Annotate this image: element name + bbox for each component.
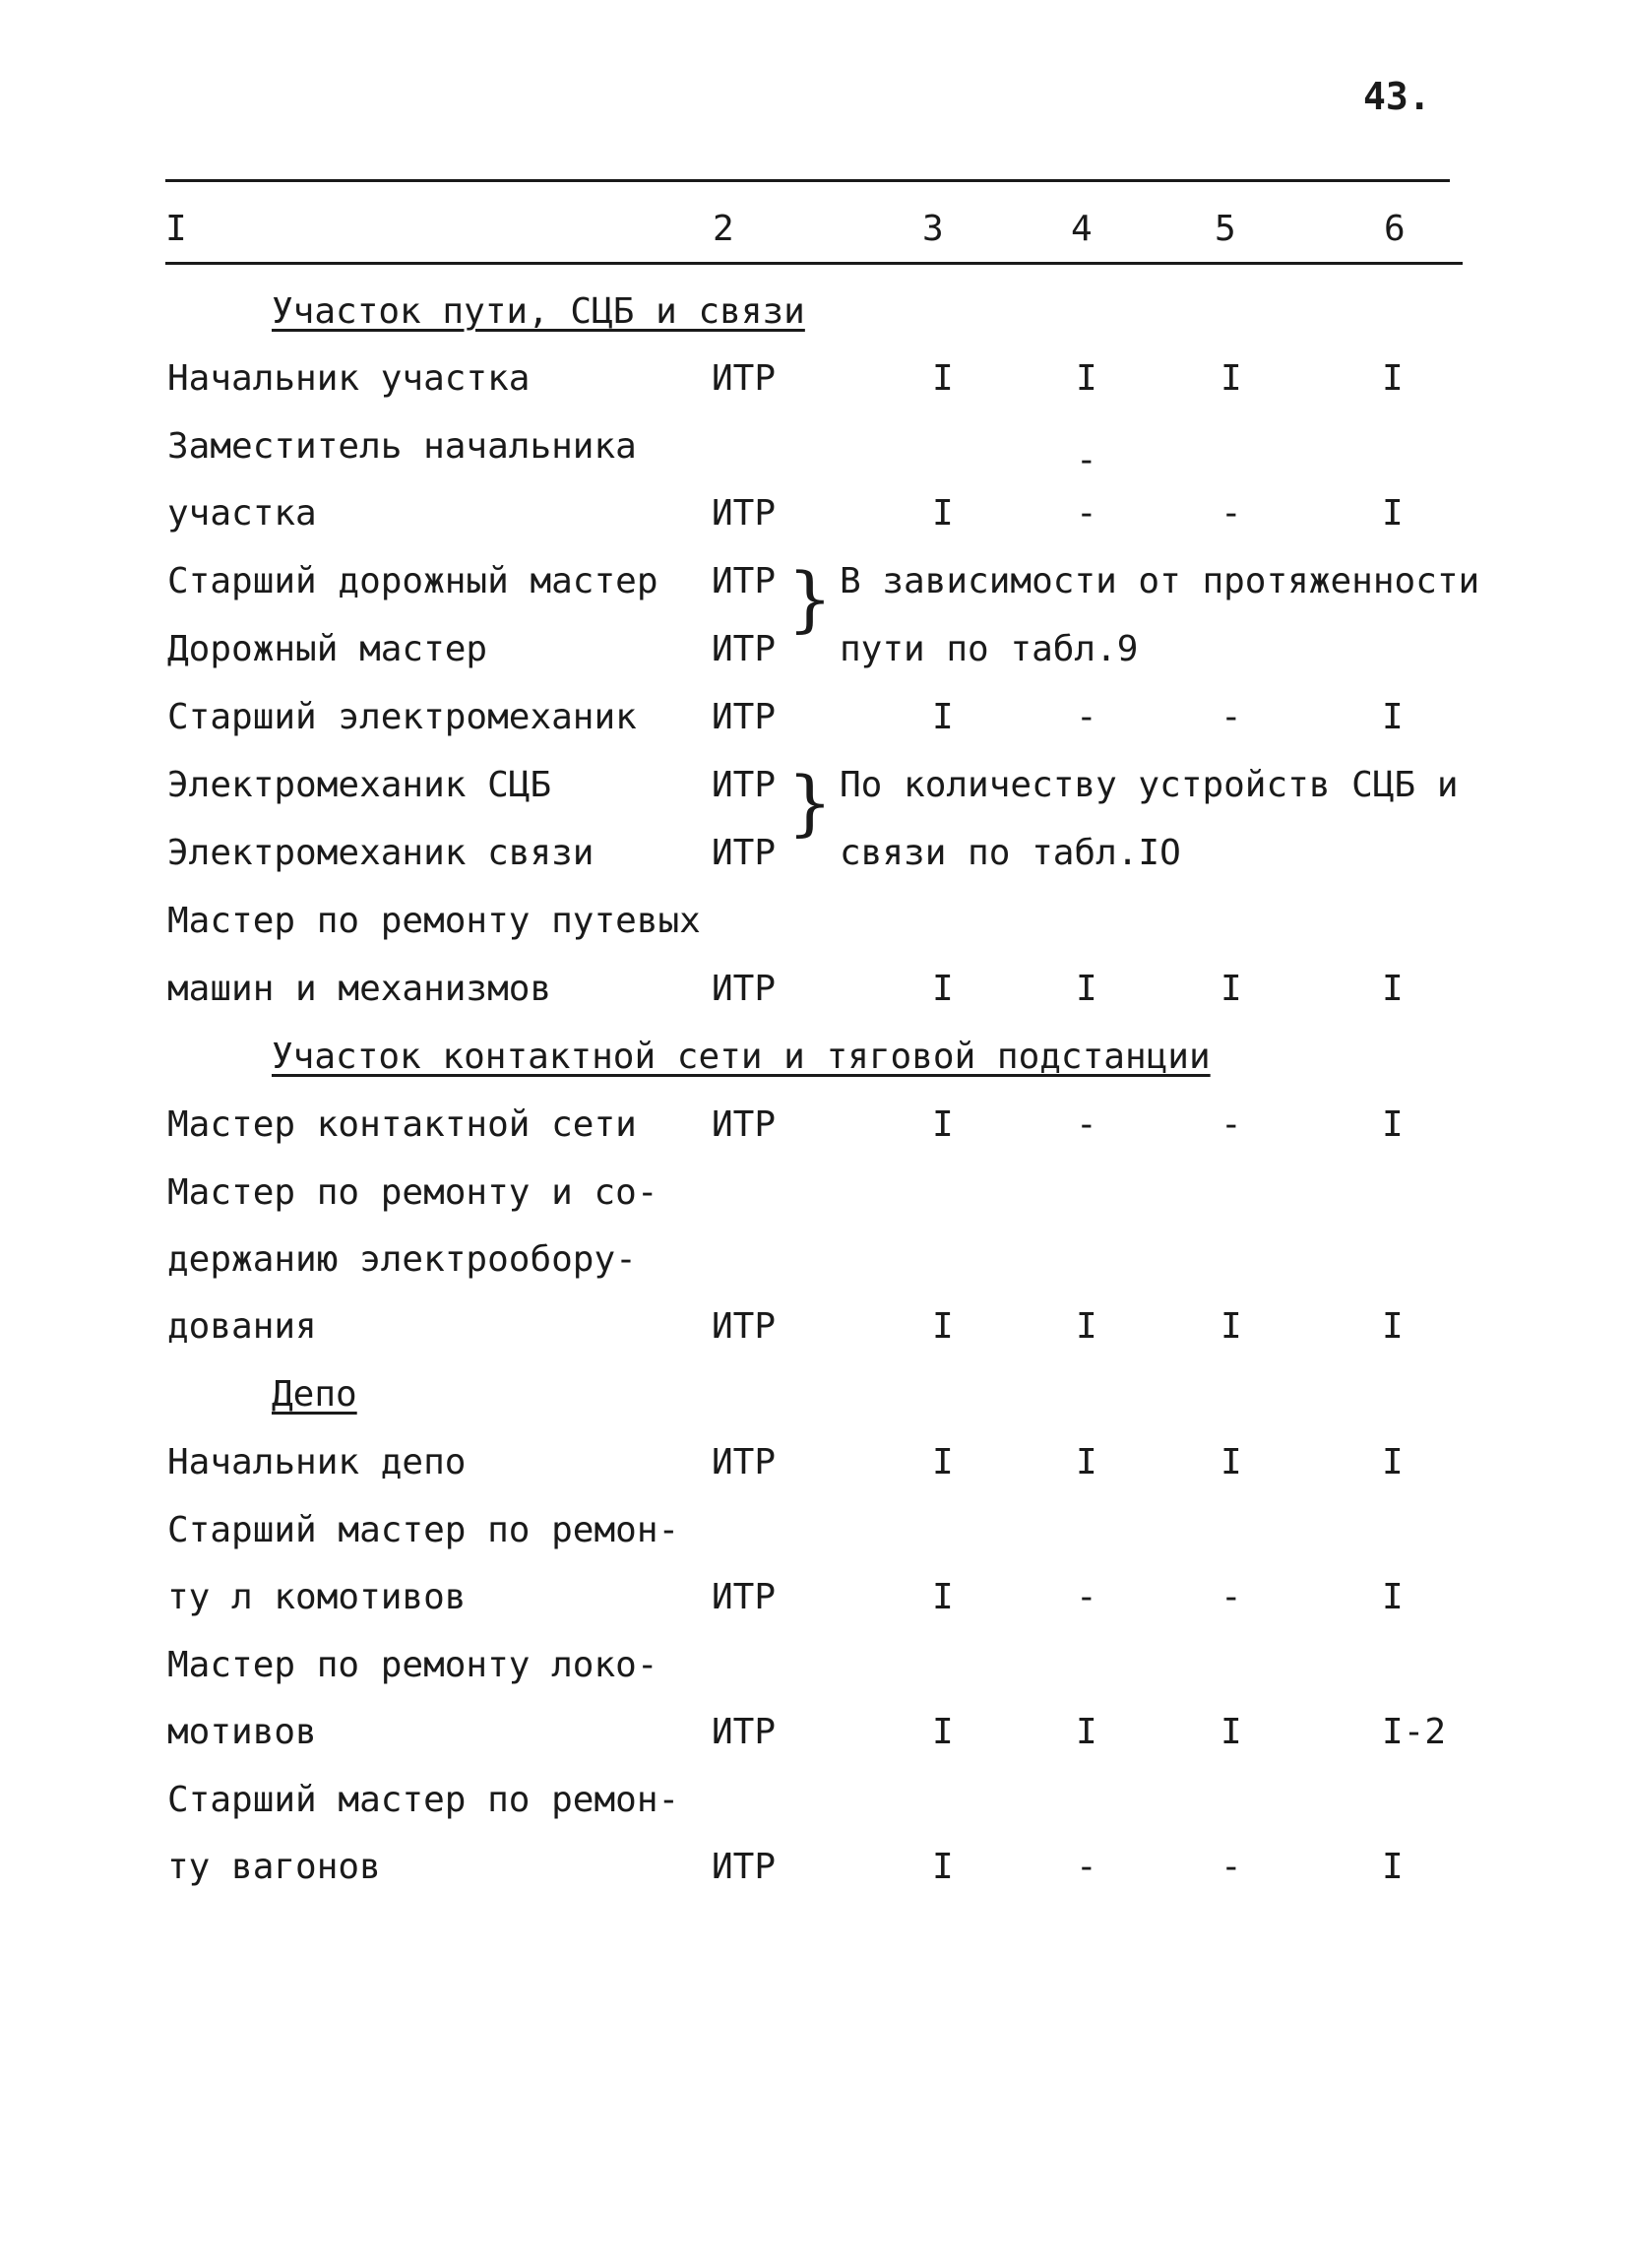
row-name: Мастер по ремонту локо- [167, 1645, 658, 1685]
row-name: дования [167, 1306, 317, 1347]
row-name: держанию электрообору- [167, 1239, 637, 1280]
row-col6: I [1382, 1847, 1404, 1887]
table-row [0, 1712, 1627, 1779]
row-col3: I [932, 697, 954, 737]
row-col6: I [1382, 1442, 1404, 1482]
row-col5: I [1220, 969, 1242, 1009]
row-col6: I-2 [1382, 1712, 1447, 1752]
row-col3: I [932, 969, 954, 1009]
row-col6: I [1382, 493, 1404, 534]
row-col6: I [1382, 969, 1404, 1009]
row-col4: I [1076, 1712, 1097, 1752]
table-row [0, 493, 1627, 560]
row-col5: I [1220, 1712, 1242, 1752]
table-row [0, 697, 1627, 764]
row-col5: I [1220, 1442, 1242, 1482]
row-type: ИТР [712, 1104, 777, 1145]
row-note: пути по табл.9 [840, 629, 1139, 669]
row-col4: - [1076, 1577, 1097, 1617]
header-col-5: 5 [1215, 209, 1236, 249]
row-name: Начальник депо [167, 1442, 467, 1482]
row-type: ИТР [712, 1306, 777, 1347]
row-col3: I [932, 358, 954, 399]
row-col4: - [1076, 1847, 1097, 1887]
row-name: Электромеханик СЦБ [167, 765, 552, 805]
row-name: ту л комотивов [167, 1577, 467, 1617]
row-name: Старший мастер по ремон- [167, 1510, 680, 1550]
row-col4: I [1076, 1442, 1097, 1482]
row-col3: I [932, 1306, 954, 1347]
table-row [0, 1510, 1627, 1577]
row-col3: I [932, 1577, 954, 1617]
table-row [0, 1306, 1627, 1373]
grouping-brace: } [787, 761, 833, 844]
row-type: ИТР [712, 833, 777, 873]
table-row [0, 901, 1627, 968]
header-col-4: 4 [1071, 209, 1093, 249]
row-col4: I [1076, 358, 1097, 399]
table-row [0, 1172, 1627, 1239]
table-row [0, 358, 1627, 425]
table-row [0, 1847, 1627, 1914]
row-name: ту вагонов [167, 1847, 381, 1887]
row-type: ИТР [712, 358, 777, 399]
row-note: В зависимости от протяженности [840, 561, 1480, 601]
row-col3: I [932, 1104, 954, 1145]
row-type: ИТР [712, 765, 777, 805]
row-col6: I [1382, 697, 1404, 737]
row-col6: I [1382, 1577, 1404, 1617]
row-name: Старший дорожный мастер [167, 561, 658, 601]
table-row [0, 1577, 1627, 1644]
row-type: ИТР [712, 1712, 777, 1752]
header-col-1: I [165, 209, 187, 249]
table-row [0, 969, 1627, 1036]
row-col4: - [1076, 697, 1097, 737]
row-col5: - [1220, 1577, 1242, 1617]
header-col-2: 2 [713, 209, 734, 249]
row-name: Мастер по ремонту и со- [167, 1172, 658, 1213]
section-heading-depot: Депо [272, 1374, 357, 1415]
page-number: 43. [1363, 75, 1431, 118]
grouping-brace: } [787, 557, 833, 640]
table-row [0, 1780, 1627, 1847]
row-col5: I [1220, 358, 1242, 399]
row-note: По количеству устройств СЦБ и [840, 765, 1459, 805]
row-type: ИТР [712, 1442, 777, 1482]
table-header-rule [165, 262, 1463, 265]
row-type: ИТР [712, 493, 777, 534]
row-col6: I [1382, 1306, 1404, 1347]
section-heading-catenary: Участок контактной сети и тяговой подстанции [272, 1037, 1211, 1077]
row-col5: - [1220, 493, 1242, 534]
row-note: связи по табл.IO [840, 833, 1181, 873]
row-col3: I [932, 1442, 954, 1482]
row-name: машин и механизмов [167, 969, 552, 1009]
table-row [0, 426, 1627, 493]
row-name: мотивов [167, 1712, 317, 1752]
row-col5: - [1220, 697, 1242, 737]
row-name: Старший мастер по ремон- [167, 1780, 680, 1820]
row-type: ИТР [712, 1847, 777, 1887]
table-row [0, 1239, 1627, 1306]
row-col4: I [1076, 969, 1097, 1009]
section-heading-track: Участок пути, СЦБ и связи [272, 291, 805, 332]
row-name: Дорожный мастер [167, 629, 488, 669]
row-name: Начальник участка [167, 358, 531, 399]
row-name: Электромеханик связи [167, 833, 594, 873]
header-col-6: 6 [1384, 209, 1406, 249]
row-col4: - [1076, 1104, 1097, 1145]
row-col3: I [932, 1847, 954, 1887]
table-top-rule [165, 179, 1450, 182]
row-col3: I [932, 493, 954, 534]
table-row [0, 1645, 1627, 1712]
row-col5: - [1220, 1104, 1242, 1145]
row-name: Старший электромеханик [167, 697, 637, 737]
row-col3: I [932, 1712, 954, 1752]
row-col4: - [1076, 440, 1097, 480]
row-col4: - [1076, 493, 1097, 534]
table-row [0, 1442, 1627, 1509]
row-col5: I [1220, 1306, 1242, 1347]
row-col6: I [1382, 358, 1404, 399]
row-name: Мастер по ремонту путевых [167, 901, 701, 941]
row-name: Заместитель начальника [167, 426, 637, 467]
row-col4: I [1076, 1306, 1097, 1347]
table-row [0, 1104, 1627, 1171]
row-name: Мастер контактной сети [167, 1104, 637, 1145]
row-name: участка [167, 493, 317, 534]
row-type: ИТР [712, 561, 777, 601]
row-col5: - [1220, 1847, 1242, 1887]
row-type: ИТР [712, 629, 777, 669]
row-type: ИТР [712, 1577, 777, 1617]
header-col-3: 3 [922, 209, 944, 249]
row-col6: I [1382, 1104, 1404, 1145]
row-type: ИТР [712, 697, 777, 737]
row-type: ИТР [712, 969, 777, 1009]
